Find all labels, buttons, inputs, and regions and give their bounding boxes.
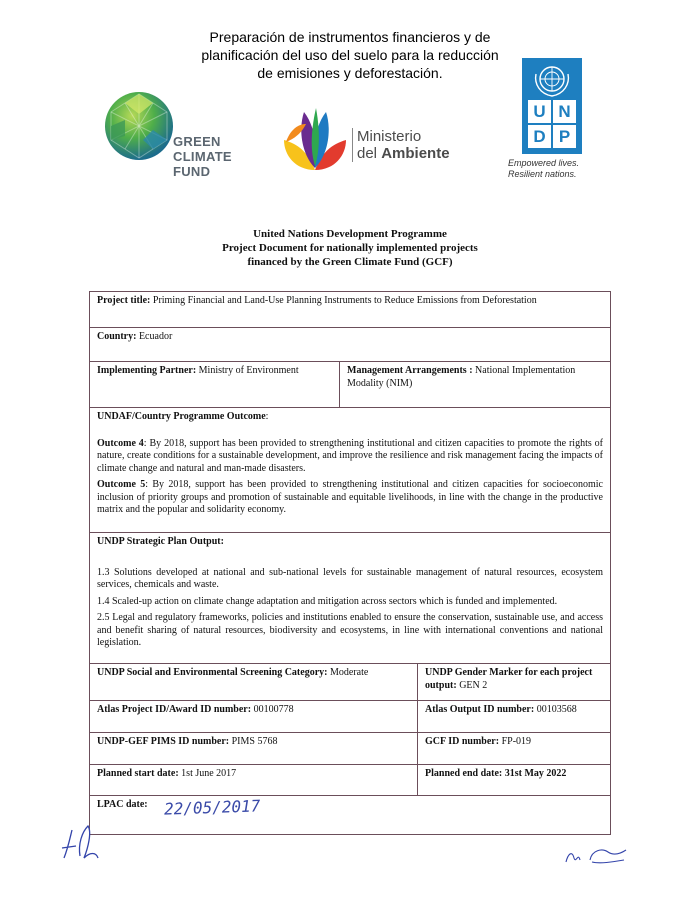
row-strategic-plan [90,533,610,664]
outcome-4-label: Outcome 4 [97,437,144,449]
screening-value: Moderate [329,667,369,678]
row-atlas [90,701,610,733]
screening-label: UNDP Social and Environmental Screening Category: [97,667,328,678]
country-label: Country: [97,331,137,342]
outcome-4-text: : By 2018, support has been provided to strengthening institutional and citizen capacities to promote the rights of nature, create conditions for a sustainable development, and improve the resilience and risk management facing the impacts of climate change and natural and man-made disasters. [97,437,603,474]
atlas-output-label: Atlas Output ID number: [425,704,535,715]
lpac-handwritten-date: 22/05/2017 [163,796,261,819]
row-lpac [90,796,610,834]
project-title-label: Project title: [97,295,151,306]
management-value: National Implementation Modality (NIM) [347,365,576,389]
pims-value: PIMS 5768 [231,736,278,747]
row-dates [90,765,610,796]
cell-management-arrangements [339,362,610,407]
heading-line: Project Document for nationally implemented projects [222,242,478,254]
undp-tagline-1: Empowered lives. [508,158,580,168]
undaf-colon: : [265,411,269,422]
implementing-partner-label: Implementing Partner: [97,365,197,376]
gender-label: UNDP Gender Marker for each project output: [425,667,593,691]
undp-letter: U [528,100,551,123]
outcome-4 [97,438,603,476]
cell-implementing-partner [90,362,339,407]
end-date-label: Planned end date: [425,768,503,779]
undp-logo [522,58,582,154]
spanish-title-line: Preparación de instrumentos financieros y de [209,29,491,45]
undp-letter: P [553,125,576,148]
undp-tagline-2: Resilient nations. [508,169,577,179]
spanish-title-line: de emisiones y deforestación. [257,65,443,81]
gcf-word: CLIMATE [173,149,232,164]
strategic-output-item: 1.3 Solutions developed at national and sub-national levels for sustainable management of natural resources, ecosystem services, chemicals and waste. [97,566,603,590]
outcome-5 [97,479,603,517]
cell-country [90,328,610,361]
cell-gender-marker [417,664,610,700]
initials-signature-left [58,818,108,868]
cell-project-title [90,292,610,327]
cell-lpac [90,796,610,834]
project-info-form [89,291,611,835]
row-screening [90,664,610,701]
mae-line-1: Ministerio [357,128,422,145]
undp-letter: N [553,100,576,123]
mae-prefix: del [357,145,382,162]
row-partner [90,362,610,408]
cell-atlas-award [90,701,417,732]
end-date-value: 31st May 2022 [504,768,567,779]
flower-icon [280,100,350,175]
mae-wordmark [352,128,450,162]
gcf-id-label: GCF ID number: [425,736,500,747]
spanish-title-line: planificación del uso del suelo para la reducción [201,47,499,63]
gcf-wordmark [173,134,232,179]
undp-letter-grid [528,100,576,148]
pims-label: UNDP-GEF PIMS ID number: [97,736,230,747]
cell-screening [90,664,417,700]
row-country [90,328,610,362]
undaf-heading [97,411,603,424]
row-undaf [90,408,610,533]
heading-line: financed by the Green Climate Fund (GCF) [247,256,453,268]
gcf-globe-icon [103,90,175,162]
start-date-label: Planned start date: [97,768,179,779]
gcf-word: GREEN [173,134,221,149]
gcf-word: FUND [173,164,211,179]
cell-gcf-id [417,733,610,764]
row-pims [90,733,610,765]
outcome-5-text: : By 2018, support has been provided to strengthening institutional and citizen capacities for socioeconomic inclusion of priority groups and promotion of sustainable and equitable livelihoods, in line with the change in the productive matrix and the popular and solidarity economy. [97,479,603,515]
lpac-label: LPAC date: [97,799,148,810]
ministerio-ambiente-logo [280,100,450,175]
mae-bold-word: Ambiente [381,145,450,162]
strategic-output-item: 1.4 Scaled-up action on climate change adaptation and mitigation across sectors which is funded and implemented. [97,595,558,607]
start-date-value: 1st June 2017 [181,768,237,779]
undaf-label: UNDAF/Country Programme Outcome [97,411,266,422]
spanish-title [160,28,540,82]
implementing-partner-value: Ministry of Environment [198,365,299,376]
atlas-award-label: Atlas Project ID/Award ID number: [97,704,252,715]
heading-line: United Nations Development Programme [253,228,447,240]
project-title-value: Priming Financial and Land-Use Planning Instruments to Reduce Emissions from Deforestation [152,295,537,306]
management-label: Management Arrangements : [347,365,473,376]
green-climate-fund-logo [103,90,253,185]
country-value: Ecuador [138,331,173,342]
gender-value: GEN 2 [459,679,488,691]
row-project-title [90,292,610,328]
cell-pims [90,733,417,764]
strategic-output-item: 2.5 Legal and regulatory frameworks, policies and institutions enabled to ensure the conservation, sustainable use, and access and benefit sharing of natural resources, biodiversity and ecosystems, in line with international conventions and national legislation. [97,612,603,648]
gcf-id-value: FP-019 [501,736,532,747]
undp-blue-panel [522,58,582,154]
cell-start-date [90,765,417,795]
undp-letter: D [528,125,551,148]
cell-atlas-output [417,701,610,732]
document-heading [160,227,540,269]
cell-strategic-plan [90,533,610,663]
cell-undaf [90,408,610,532]
un-emblem-icon [530,62,574,98]
initials-signature-right [562,840,632,870]
undp-tagline [508,158,598,180]
outcome-5-label: Outcome 5 [97,479,146,490]
cell-end-date [417,765,610,795]
mae-line-2 [357,145,450,162]
atlas-output-value: 00103568 [536,704,577,715]
atlas-award-value: 00100778 [253,704,294,715]
strategic-label: UNDP Strategic Plan Output: [97,536,224,547]
